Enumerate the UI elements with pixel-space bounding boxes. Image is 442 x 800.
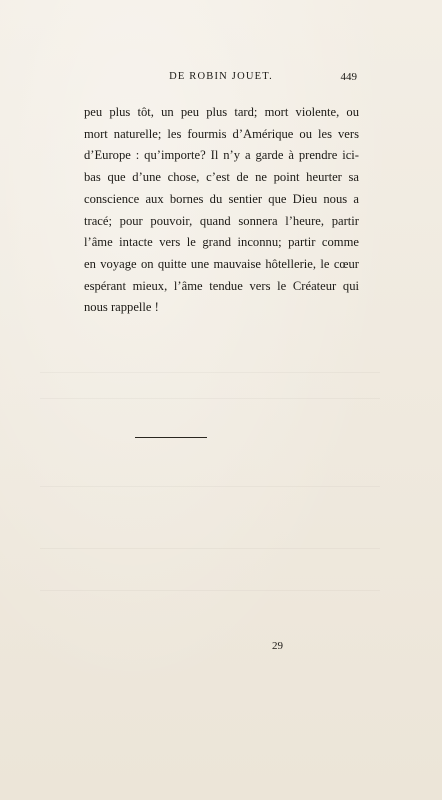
text-line: conscience aux bornes du sentier que Dieu nous a	[84, 191, 359, 206]
text-line: mort naturelle; les fourmis d’Amérique ou les vers	[84, 126, 359, 141]
page-number: 449	[340, 71, 357, 83]
show-through-line	[40, 486, 380, 487]
text-line: bas que d’une chose, c’est de ne point heurter sa	[84, 170, 359, 185]
text-line: d’Europe : qu’importe? Il n’y a garde à prendre ici-	[84, 148, 359, 163]
show-through-line	[40, 548, 380, 549]
running-title: DE ROBIN JOUET.	[169, 71, 273, 82]
text-line: espérant mieux, l’âme tendue vers le Créateur qui	[84, 278, 359, 293]
section-end-rule	[135, 437, 207, 438]
text-line: tracé; pour pouvoir, quand sonnera l’heure, partir	[84, 213, 359, 228]
text-line: en voyage on quitte une mauvaise hôtellerie, le cœur	[84, 256, 359, 271]
signature-mark: 29	[272, 640, 283, 652]
show-through-line	[40, 398, 380, 399]
show-through-line	[40, 372, 380, 373]
body-paragraph	[84, 102, 359, 319]
text-line: peu plus tôt, un peu plus tard; mort violente, ou	[84, 105, 359, 119]
text-line: nous rappelle !	[84, 300, 159, 315]
show-through-line	[40, 590, 380, 591]
text-line: l’âme intacte vers le grand inconnu; partir comme	[84, 235, 359, 250]
